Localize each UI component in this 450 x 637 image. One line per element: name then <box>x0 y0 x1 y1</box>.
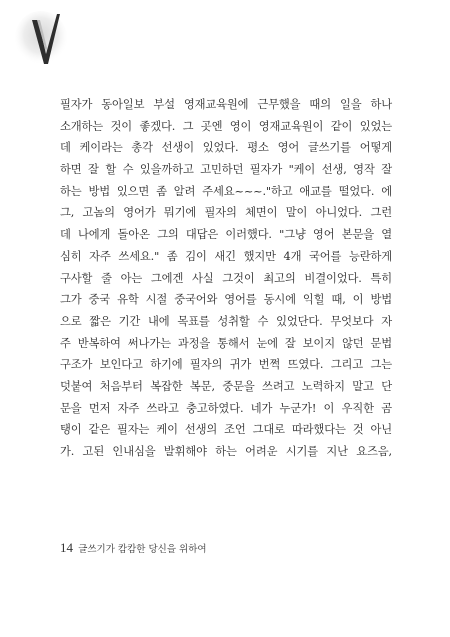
text-line: 탱이 같은 필자는 케이 선생의 조언 그대로 따라했다는 것 아닌 <box>60 423 392 437</box>
text-line: 소개하는 것이 좋겠다. 그 곳엔 영이 영재교육원이 같이 있었는 <box>60 119 392 133</box>
text-line: 덧붙여 처음부터 복잡한 복문, 중문을 쓰려고 노력하지 말고 단 <box>60 379 392 393</box>
body-text <box>60 94 392 463</box>
text-line: 하는 방법 있으면 좀 알려 주세요~~~."하고 애교를 떨었다. 에 <box>60 184 392 198</box>
text-line: 그가 중국 유학 시절 중국어와 영어를 동시에 익힐 때, 이 방법 <box>60 293 392 307</box>
running-title: 글쓰기가 캄캄한 당신을 위하여 <box>78 544 207 555</box>
text-line: 필자가 동아일보 부설 영재교육원에 근무했을 때의 일을 하나 <box>60 98 392 111</box>
text-line: 하면 잘 할 수 있을까하고 고민하던 필자가 "케이 선생, 영작 잘 <box>60 163 392 177</box>
text-line: 데 케이라는 총각 선생이 있었다. 평소 영어 글쓰기를 어떻게 <box>60 141 392 155</box>
text-line: 그, 고놈의 영어가 뭐기에 필자의 체면이 말이 아니었다. 그런 <box>60 206 392 220</box>
text-line: 가. 고된 인내심을 발휘해야 하는 어려운 시기를 지난 요즈음, <box>60 445 392 458</box>
page-number: 14 <box>60 540 73 555</box>
text-line: 심히 자주 쓰세요." 좀 김이 새긴 했지만 4개 국어를 능란하게 <box>60 249 392 263</box>
text-line: 문을 먼저 자주 쓰라고 충고하였다. 네가 누군가! 이 우직한 곰 <box>60 401 392 415</box>
page-footer <box>60 540 207 556</box>
text-line: 주 반복하여 써나가는 과정을 통해서 눈에 잘 보이지 않던 문법 <box>60 336 392 350</box>
text-line: 으로 짧은 기간 내에 목표를 성취할 수 있었단다. 무엇보다 자 <box>60 314 392 328</box>
chapter-v-icon <box>14 8 76 70</box>
text-line: 구조가 보인다고 하기에 필자의 귀가 번쩍 뜨였다. 그리고 그는 <box>60 358 392 372</box>
text-line: 데 나에게 돌아온 그의 대답은 이러했다. "그냥 영어 본문을 열 <box>60 228 392 242</box>
text-line: 구사할 줄 아는 그에겐 사실 그것이 최고의 비결이었다. 특히 <box>60 271 392 285</box>
